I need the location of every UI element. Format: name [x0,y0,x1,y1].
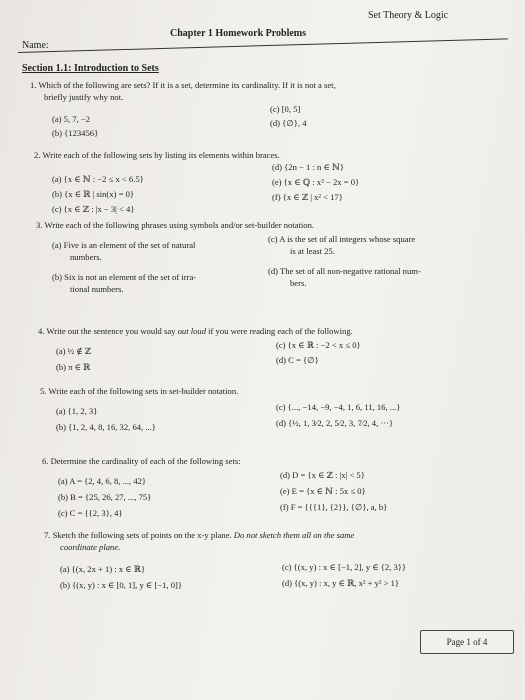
q6-prompt: 6. Determine the cardinality of each of the following sets: [42,456,241,466]
q1-a: (a) 5, 7, −2 [52,114,91,124]
q2-d: (d) {2n − 1 : n ∈ ℕ} [272,162,344,172]
q2-c: (c) {x ∈ ℤ : |x − 3| < 4} [52,204,135,214]
q7-prompt: 7. Sketch the following sets of points on the x-y plane. Do not sketch them all on the same [44,530,355,540]
q3-b-line2: tional numbers. [70,284,124,294]
page-number: Page 1 of 4 [420,630,514,654]
q7-prompt-cont: coordinate plane. [60,542,121,552]
q4-b: (b) π ∈ ℝ [56,362,91,372]
q3-c-line1: (c) A is the set of all integers whose square [268,234,416,244]
q6-f: (f) F = {{{1}, {2}}, {∅}, a, b} [280,502,388,512]
q5-b: (b) {1, 2, 4, 8, 16, 32, 64, ...} [56,422,156,432]
q3-prompt: 3. Write each of the following phrases using symbols and/or set-builder notation. [36,220,315,230]
q3-b-line1: (b) Six is not an element of the set of irra- [52,272,197,282]
q2-prompt: 2. Write each of the following sets by listing its elements within braces. [34,150,280,160]
chapter-title: Chapter 1 Homework Problems [170,28,307,39]
q7-b: (b) {(x, y) : x ∈ [0, 1], y ∈ [−1, 0]} [60,580,182,590]
q3-d-line2: bers. [290,278,307,288]
q6-e: (e) E = {x ∈ ℕ : 5x ≤ 0} [280,486,366,496]
q2-e: (e) {x ∈ ℚ : x³ − 2x = 0} [272,177,360,187]
q6-c: (c) C = {{2, 3}, 4} [58,508,123,518]
q7-a: (a) {(x, 2x + 1) : x ∈ ℝ} [60,564,146,574]
course-title: Set Theory & Logic [368,10,449,21]
q3-a-line2: numbers. [70,252,102,262]
q7-d: (d) {(x, y) : x, y ∈ ℝ, x² + y² > 1} [282,578,400,588]
q2-a: (a) {x ∈ ℕ : −2 ≤ x < 6.5} [52,174,144,184]
q1-b: (b) {123456} [52,128,99,138]
q3-c-line2: is at least 25. [290,246,335,256]
q4-d: (d) C = {∅} [276,355,319,365]
q5-c: (c) {..., −14, −9, −4, 1, 6, 11, 16, ...} [276,402,401,412]
q5-a: (a) {1, 2, 3} [56,406,98,416]
q3-d-line1: (d) The set of all non-negative rational num- [268,266,421,276]
name-label: Name: [22,40,49,51]
q1-c: (c) [0, 5] [270,104,301,114]
q6-d: (d) D = {x ∈ ℤ : |x| < 5} [280,470,365,480]
q2-f: (f) {x ∈ ℤ | x² < 17} [272,192,343,202]
q1-prompt-cont: briefly justify why not. [44,92,124,102]
q5-prompt: 5. Write each of the following sets in set-builder notation. [40,386,239,396]
header-rule [18,38,508,53]
q4-prompt: 4. Write out the sentence you would say out loud if you were reading each of the following. [38,326,353,336]
q4-c: (c) {x ∈ ℝ : −2 < x ≤ 0} [276,340,361,350]
q3-a-line1: (a) Five is an element of the set of natural [52,240,196,250]
q4-a: (a) ½ ∉ ℤ [56,346,92,356]
section-heading: Section 1.1: Introduction to Sets [22,63,159,74]
q1-prompt: 1. Which of the following are sets? If it is a set, determine its cardinality. If it is not a set, [30,80,336,90]
q6-b: (b) B = {25, 26, 27, ..., 75} [58,492,152,502]
q5-d: (d) {½, 1, 3⁄2, 2, 5⁄2, 3, 7⁄2, 4, ···} [276,418,394,428]
q6-a: (a) A = {2, 4, 6, 8, ..., 42} [58,476,147,486]
q2-b: (b) {x ∈ ℝ | sin(x) = 0} [52,189,135,199]
q1-d: (d) {∅}, 4 [270,118,307,128]
q7-c: (c) {(x, y) : x ∈ [−1, 2], y ∈ {2, 3}} [282,562,407,572]
